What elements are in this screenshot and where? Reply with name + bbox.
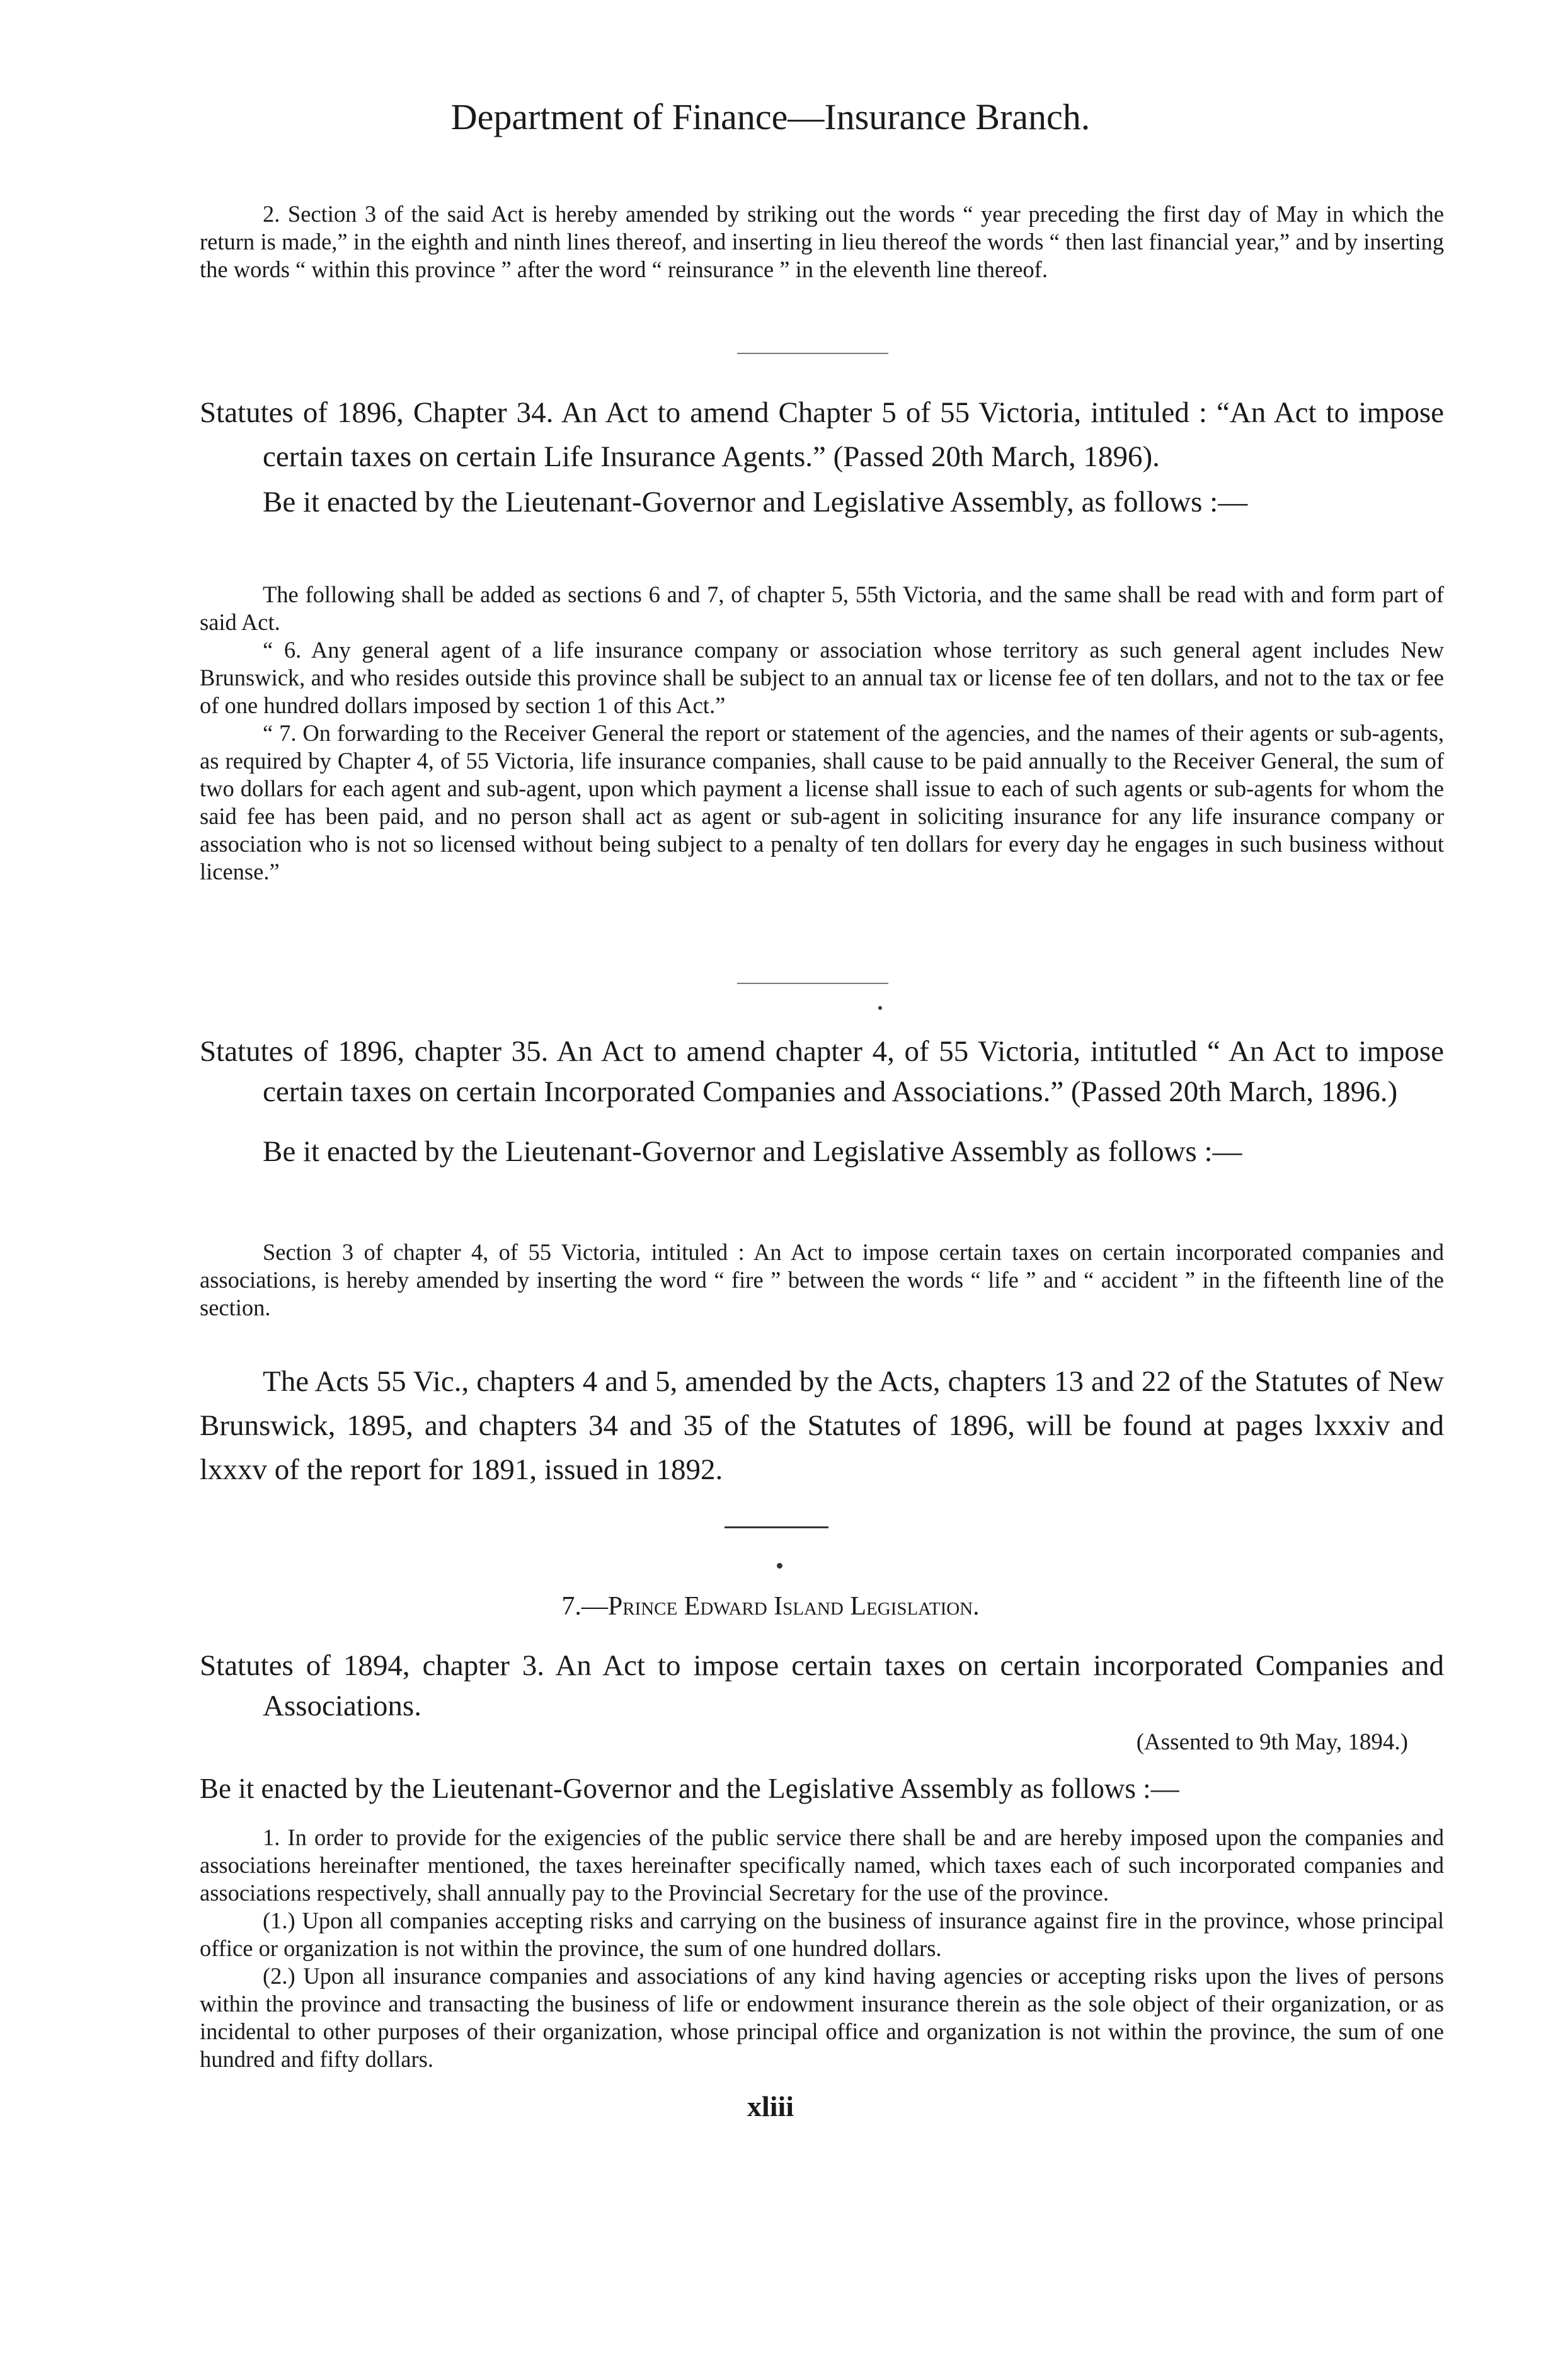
pei-enacting-wrap — [200, 1769, 1444, 1808]
page-header: Department of Finance—Insurance Branch. — [450, 96, 1091, 137]
chapter-34-enacting-clause: Be it enacted by the Lieutenant-Governor and Legislative Assembly, as follows :— — [263, 486, 1248, 518]
pei-assent-wrap — [200, 1729, 1408, 1756]
chapter-35-block — [200, 1031, 1444, 1173]
pei-subsection-2: (2.) Upon all insurance companies and associations of any kind having agencies or accepting risks upon the lives of persons within the province and transacting the business of life or endowment insurance therein as the sole object of their organization, or as incidental to other purposes of their organization, whose principal office and organization is not within the province, the sum of one hundred and fifty dollars. — [200, 1963, 1444, 2072]
chapter-34-title: Statutes of 1896, Chapter 34. An Act to amend Chapter 5 of 55 Victoria, intituled : “An Act to impose certain taxes on certain Life Insurance Agents.” (Passed 20th March, 1896). — [200, 396, 1444, 473]
reference-note — [200, 1359, 1444, 1492]
pei-act-title: Statutes of 1894, chapter 3. An Act to impose certain taxes on certain incorporated Companies and Associations. — [200, 1649, 1444, 1722]
chapter-35-sections — [200, 1239, 1444, 1322]
chapter-34-block — [200, 391, 1444, 523]
chapter-34-section-6: “ 6. Any general agent of a life insurance company or association whose territory as such general agent includes New Brunswick, and who resides outside this province shall be subject to an annual tax or license fee of ten dollars, and not to the tax or fee of one hundred dollars imposed by section 1 of this Act.” — [200, 637, 1444, 718]
print-speck — [878, 1006, 882, 1010]
separator-rule — [725, 1526, 828, 1528]
section-2-text: 2. Section 3 of the said Act is hereby amended by striking out the words “ year preceding the first day of May in which the return is made,” in the eighth and ninth lines thereof, and inserting in lieu thereof the words “ then last financial year,” and by inserting the words “ within this province ” after the word “ reinsurance ” in the eleventh line thereof. — [200, 201, 1444, 282]
pei-sections — [200, 1824, 1444, 2073]
page-number-wrap — [0, 2089, 1541, 2124]
pei-enacting-clause: Be it enacted by the Lieutenant-Governor and the Legislative Assembly as follows :— — [200, 1773, 1179, 1804]
print-speck — [777, 1563, 782, 1569]
reference-note-text: The Acts 55 Vic., chapters 4 and 5, amended by the Acts, chapters 13 and 22 of the Statutes of New Brunswick, 1895, and chapters 34 and 35 of the Statutes of 1896, will be found at pages lxxxiv and lxxxv of the report for 1891, issued in 1892. — [200, 1365, 1444, 1486]
pei-heading-wrap — [0, 1588, 1541, 1625]
chapter-34-section-7: “ 7. On forwarding to the Receiver General the report or statement of the agencies, and the names of their agents or sub-agents, as required by Chapter 4, of 55 Victoria, life insurance companies, shall cause to be paid annually to the Receiver General, the sum of two dollars for each agent and sub-agent, upon which payment a license shall issue to each of such agents or sub-agents for whom the said fee has been paid, and no person shall act as agent or sub-agent in soliciting insurance for any life insurance company or association who is not so licensed without being subject to a penalty of ten dollars for every day he engages in such business without license.” — [200, 720, 1444, 884]
pei-act-block — [200, 1645, 1444, 1726]
separator-rule — [737, 983, 888, 984]
chapter-35-paragraph: Section 3 of chapter 4, of 55 Victoria, intituled : An Act to impose certain taxes on certain incorporated companies and associations, is hereby amended by inserting the word “ fire ” between the words “ life ” and “ accident ” in the fifteenth line of the section. — [200, 1239, 1444, 1320]
page-number: xliii — [747, 2090, 794, 2122]
chapter-34-paragraph: The following shall be added as sections 6 and 7, of chapter 5, 55th Victoria, and the same shall be read with and form part of said Act. — [200, 581, 1444, 635]
chapter-35-enacting-clause: Be it enacted by the Lieutenant-Governor and Legislative Assembly as follows :— — [263, 1135, 1242, 1168]
separator-rule — [737, 353, 888, 354]
chapter-34-sections — [200, 581, 1444, 886]
pei-section-heading: 7.—Prince Edward Island Legislation. — [561, 1592, 980, 1621]
pei-subsection-1: (1.) Upon all companies accepting risks and carrying on the business of insurance against fire in the province, whose principal office or organization is not within the province, the sum of one hundred dollars. — [200, 1908, 1444, 1961]
chapter-35-title: Statutes of 1896, chapter 35. An Act to amend chapter 4, of 55 Victoria, intitutled “ An Act to impose certain taxes on certain Incorporated Companies and Associations.” (Passed 20th March, 1896.) — [200, 1035, 1444, 1108]
pei-section-1: 1. In order to provide for the exigencies of the public service there shall be and are hereby imposed upon the companies and associations hereinafter mentioned, the taxes hereinafter specifically named, which taxes each of such incorporated companies and associations respectively, shall annually pay to the Provincial Secretary for the use of the province. — [200, 1824, 1444, 1906]
amendment-section-2 — [200, 200, 1444, 283]
pei-assent-date: (Assented to 9th May, 1894.) — [1136, 1729, 1408, 1755]
